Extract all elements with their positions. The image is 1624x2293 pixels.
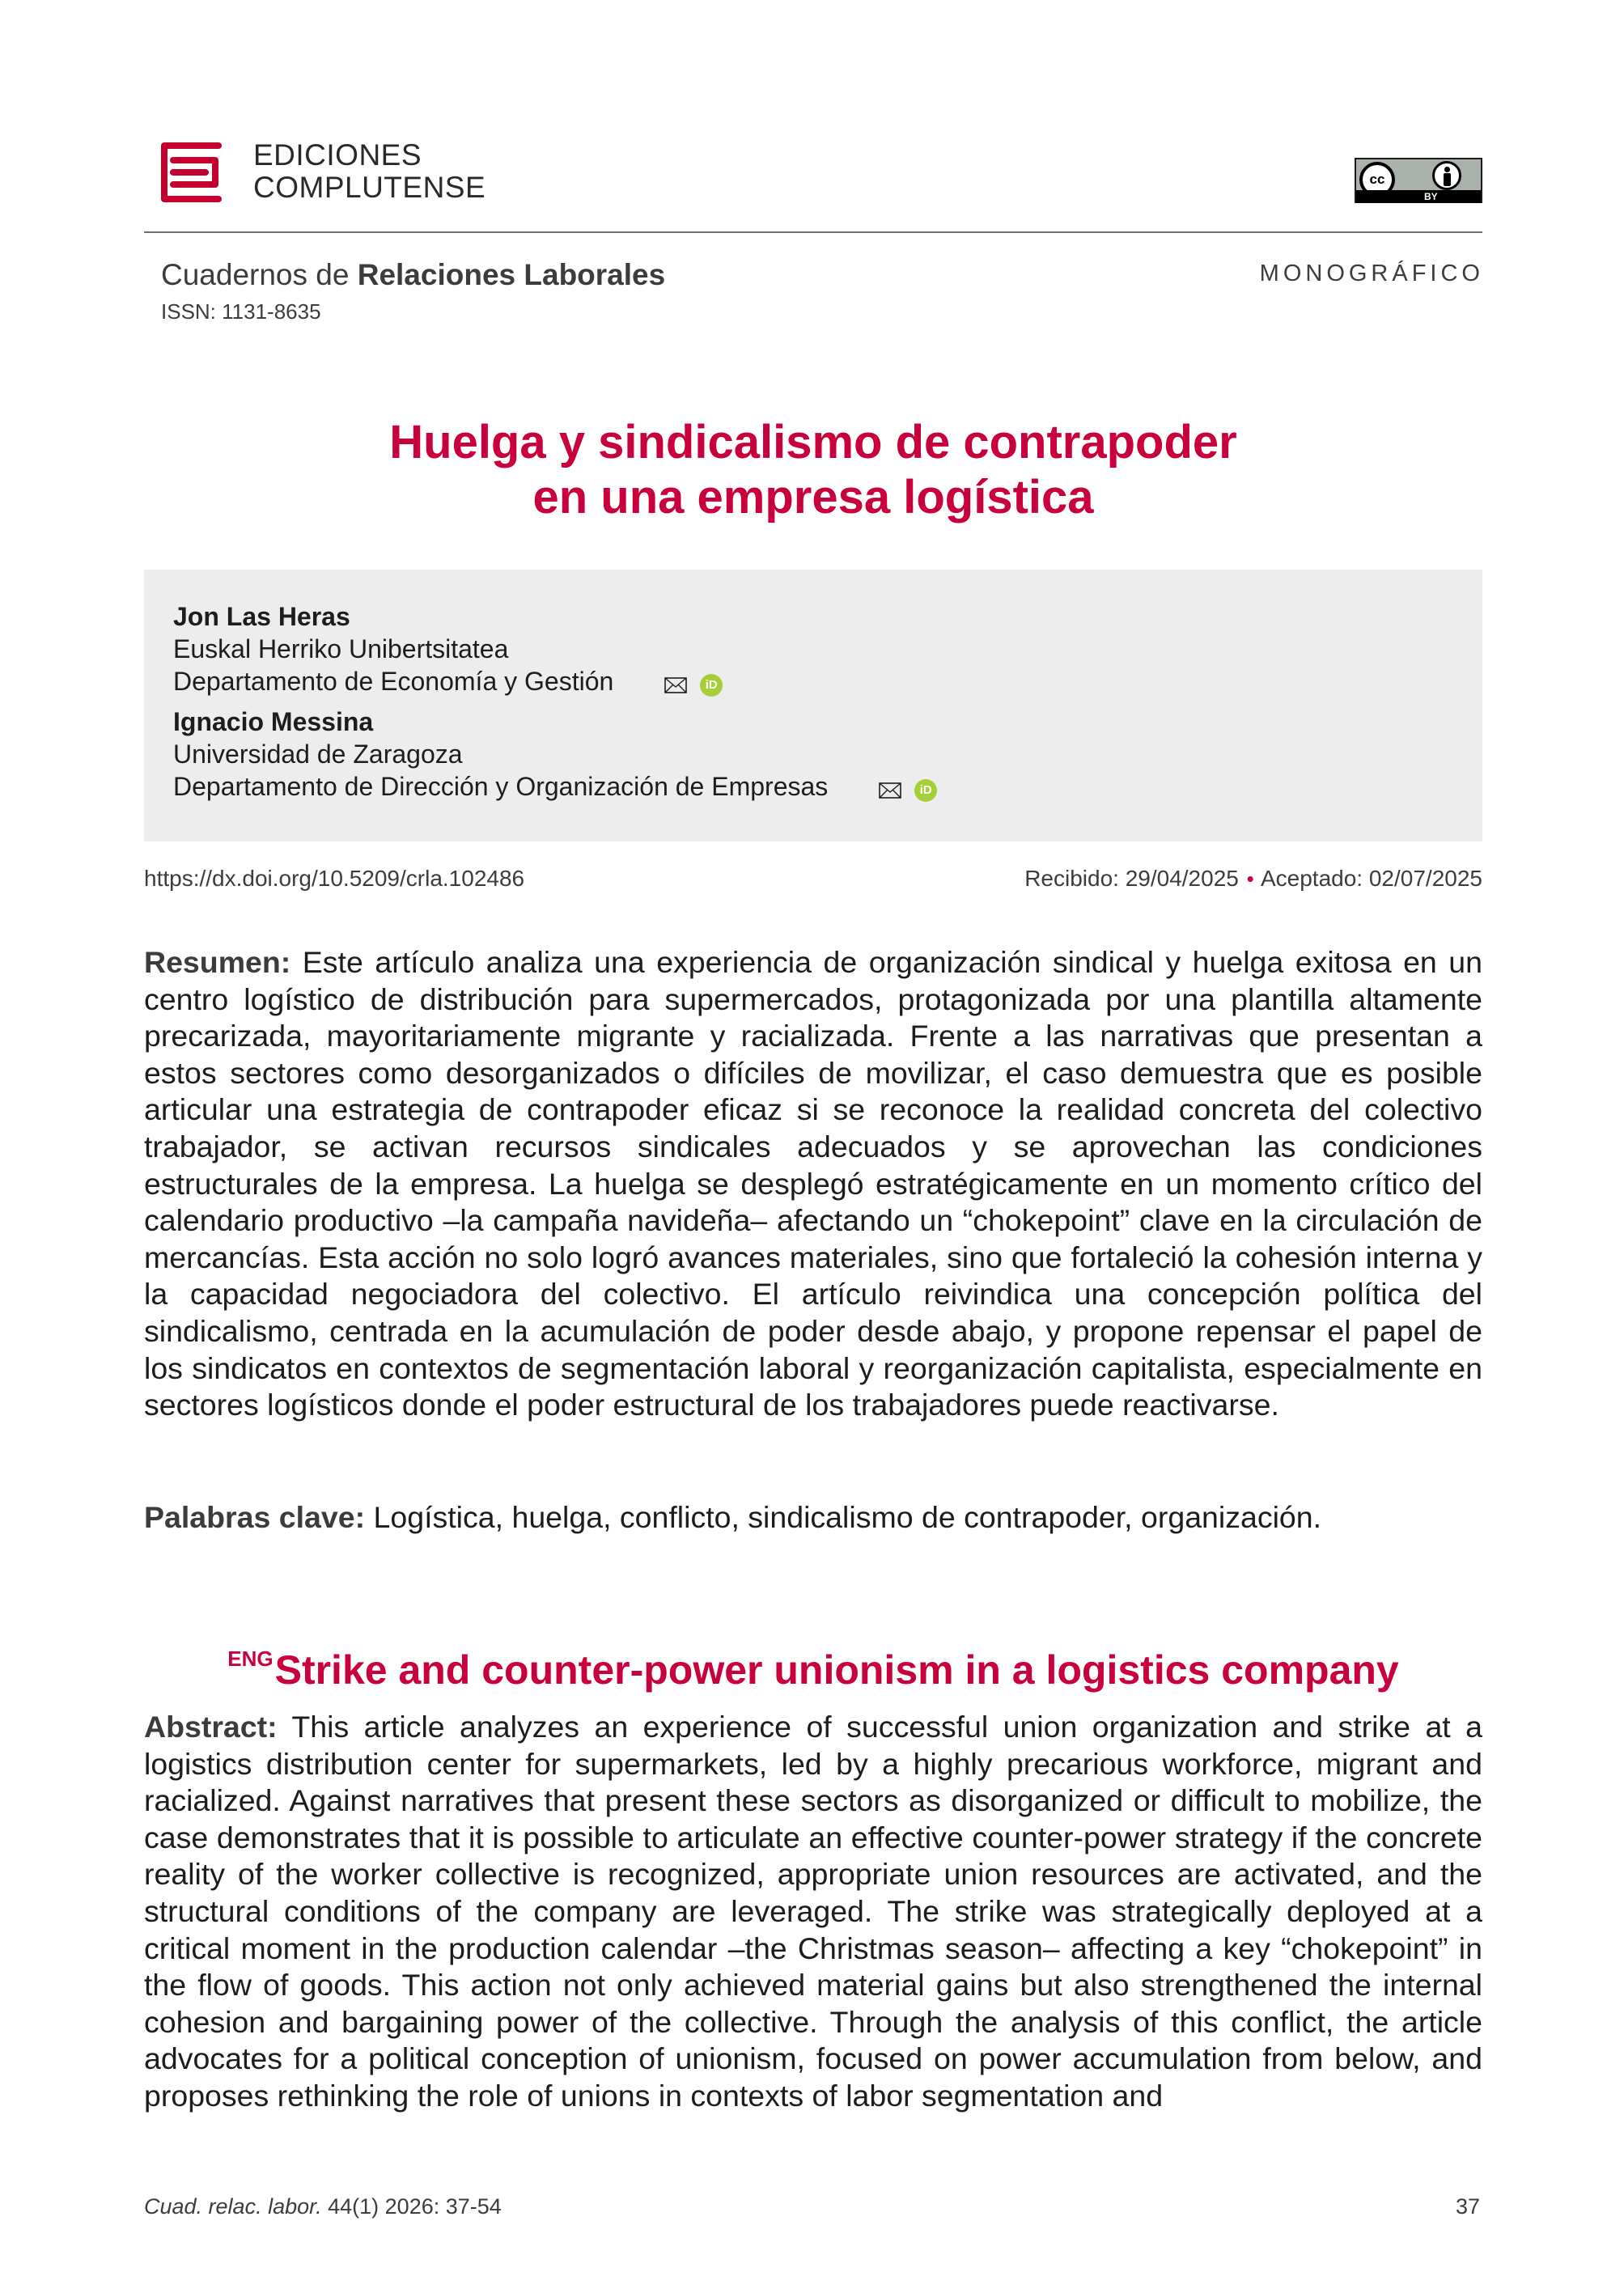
footer-volume-pages: 44(1) 2026: 37-54: [321, 2194, 502, 2219]
orcid-icon[interactable]: iD: [700, 674, 723, 697]
accepted-date: Aceptado: 02/07/2025: [1260, 866, 1482, 891]
article-title: [144, 415, 1482, 525]
author-department-row: [173, 665, 723, 700]
license-by-label: BY: [1424, 191, 1438, 202]
journal-name-bold: Relaciones Laborales: [357, 258, 666, 291]
header-divider: [144, 231, 1482, 233]
received-date: Recibido: 29/04/2025: [1024, 866, 1239, 891]
english-title: [144, 1634, 1482, 1694]
resumen-label: Resumen:: [144, 945, 291, 979]
section-label: MONOGRÁFICO: [1259, 261, 1484, 286]
author-department: Departamento de Dirección y Organización de Empresas: [173, 772, 829, 801]
journal-name: [161, 257, 665, 293]
footer-journal-abbrev: Cuad. relac. labor.: [144, 2194, 322, 2219]
ediciones-complutense-logo-icon: [160, 142, 222, 202]
resumen-paragraph: [144, 944, 1482, 1424]
date-separator: •: [1246, 867, 1254, 891]
submission-dates: [1024, 866, 1482, 892]
authors-box: [144, 570, 1482, 841]
abstract-paragraph: [144, 1709, 1482, 2115]
palabras-clave-text: Logística, huelga, conflicto, sindicalismo de contrapoder, organización.: [365, 1500, 1322, 1534]
article-title-line-1: Huelga y sindicalismo de contrapoder: [389, 416, 1237, 468]
issn: ISSN: 1131-8635: [161, 299, 321, 324]
resumen-text: Este artículo analiza una experiencia de organización sindical y huelga exitosa en un centro logístico de distribución para supermercados, protagonizada por una plantilla altamente precarizada, mayoritariamente migrante y racializada. Frente a las narrativas que presentan a estos sectores como desorganizados o difíciles de movilizar, el caso demuestra que es posible articular una estrategia de contrapoder eficaz si se reconoce la realidad concreta del colectivo trabajador, se activan recursos sindicales adecuados y se aprovechan las condiciones estructurales de la empresa. La huelga se desplegó estratégicamente en un momento crítico del calendario productivo –la campaña navideña– afectando un “chokepoint” clave en la circulación de mercancías. Esta acción no solo logró avances materiales, sino que fortaleció la cohesión interna y la capacidad negociadora del colectivo. El artículo reivindica una concepción política del sindicalismo, centrada en la acumulación de poder desde abajo, y propone repensar el papel de los sindicatos en contextos de segmentación laboral y reorganización capitalista, especialmente en sectores logísticos donde el poder estructural de los trabajadores puede reactivarse.: [144, 945, 1482, 1422]
email-icon[interactable]: [879, 782, 901, 799]
abstract-text: This article analyzes an experience of successful union organization and strike at a logistics distribution center for supermarkets, led by a highly precarious workforce, migrant and racialized. Against narratives that present these sectors as disorganized or difficult to mobilize, the case demonstrates that it is possible to articulate an effective counter-power strategy if the concrete reality of the worker collective is recognized, appropriate union resources are activated, and the structural conditions of the company are leveraged. The strike was strategically deployed at a critical moment in the production calendar –the Christmas season– affecting a key “chokepoint” in the flow of goods. This action not only achieved material gains but also strengthened the internal cohesion and bargaining power of the collective. Through the analysis of this conflict, the article advocates for a political conception of unionism, focused on power accumulation from below, and proposes rethinking the role of unions in contexts of labor segmentation and: [144, 1710, 1482, 2113]
doi-link[interactable]: https://dx.doi.org/10.5209/crla.102486: [144, 866, 525, 891]
abstract-label: Abstract:: [144, 1710, 278, 1744]
cc-by-license-badge[interactable]: [1355, 158, 1482, 203]
attribution-person-icon: [1432, 161, 1461, 190]
orcid-icon[interactable]: iD: [914, 779, 937, 802]
language-tag: ENG: [227, 1647, 273, 1671]
publisher-name: [253, 139, 486, 204]
page-number: 37: [1455, 2194, 1480, 2219]
footer-citation: [144, 2194, 502, 2219]
author-department-row: [173, 770, 937, 805]
publisher-line-1: EDICIONES: [253, 138, 422, 172]
author-entry: [173, 706, 937, 805]
journal-name-prefix: Cuadernos de: [161, 258, 358, 291]
author-name: Ignacio Messina: [173, 707, 374, 736]
author-name: Jon Las Heras: [173, 602, 350, 631]
author-affiliation: Universidad de Zaragoza: [173, 740, 463, 769]
publisher-line-2: COMPLUTENSE: [253, 171, 486, 204]
creative-commons-icon: cc: [1359, 162, 1395, 197]
palabras-clave-label: Palabras clave:: [144, 1500, 366, 1534]
email-icon[interactable]: [664, 677, 687, 693]
article-title-line-2: en una empresa logística: [532, 471, 1094, 523]
author-department: Departamento de Economía y Gestión: [173, 667, 614, 696]
english-title-text: Strike and counter-power unionism in a logistics company: [274, 1647, 1399, 1693]
author-entry: [173, 600, 723, 700]
author-affiliation: Euskal Herriko Unibertsitatea: [173, 634, 509, 663]
palabras-clave: [144, 1499, 1482, 1536]
